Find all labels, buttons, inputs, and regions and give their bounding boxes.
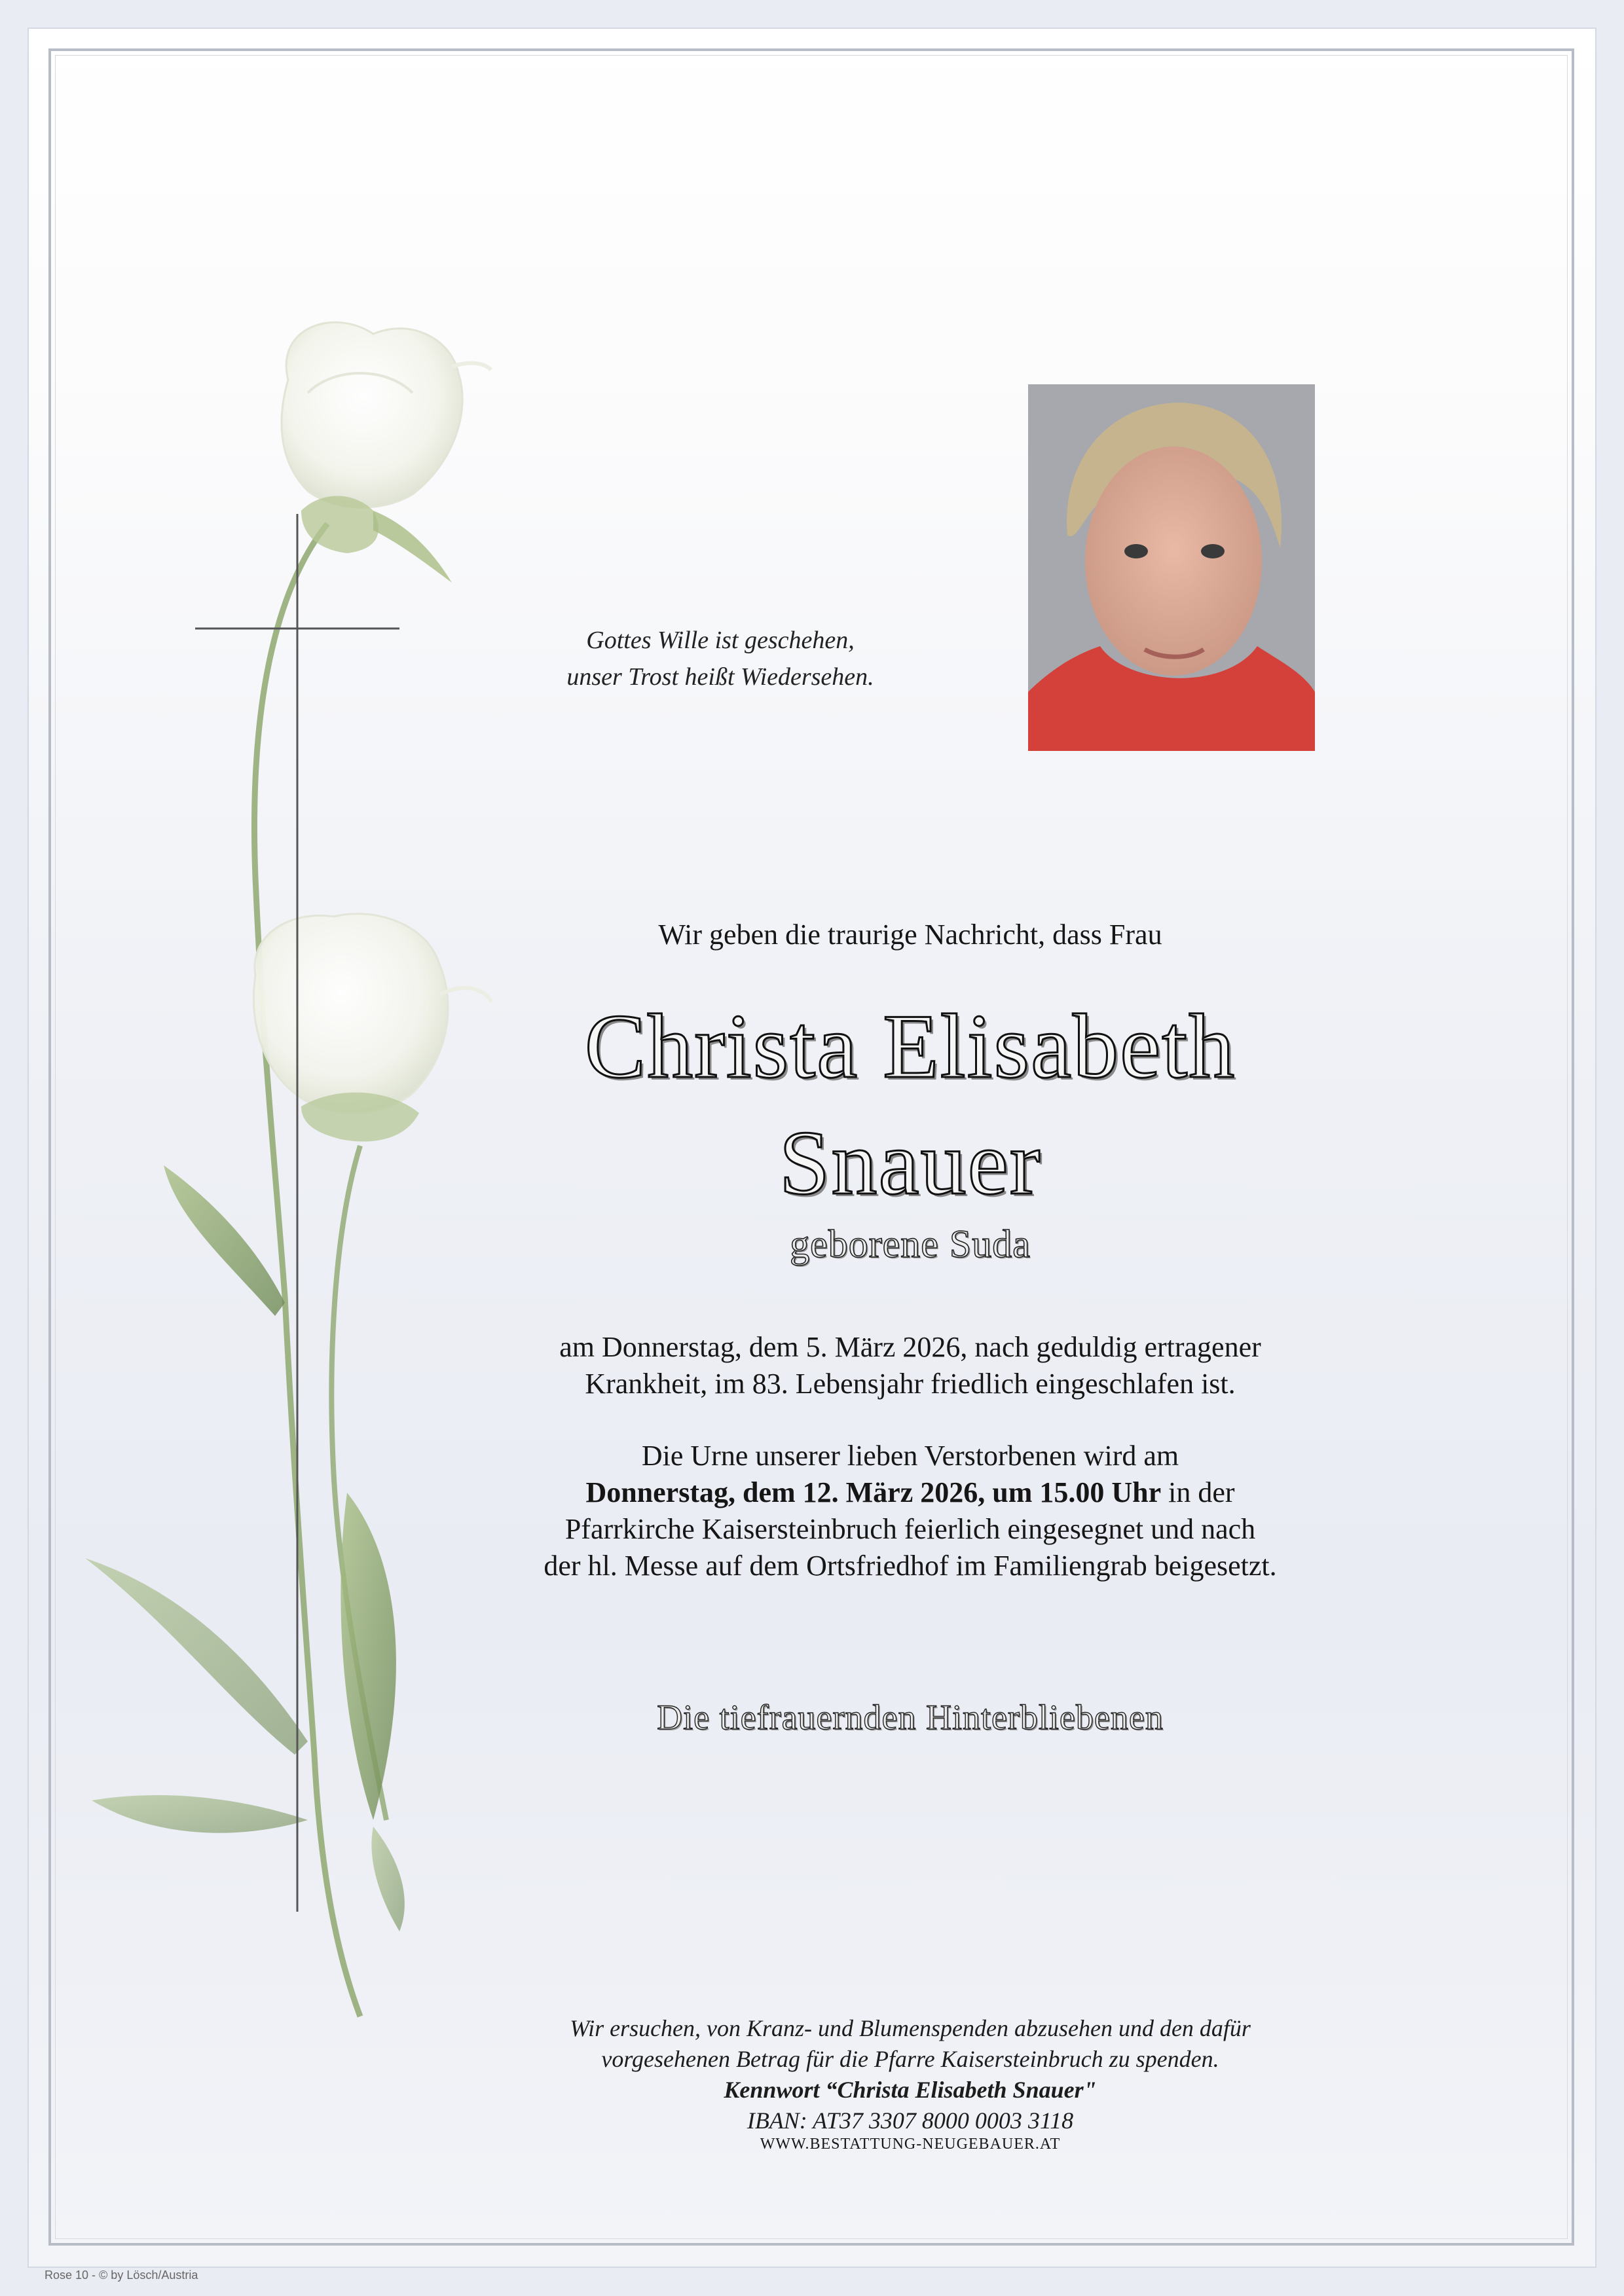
motto-text: [458, 622, 982, 695]
stem-upper-rose: [254, 524, 360, 2016]
motto-line-2: unser Trost heißt Wiedersehen.: [566, 663, 874, 691]
maiden-name: geborene Suda: [790, 1222, 1031, 1266]
death-line-1: am Donnerstag, dem 5. März 2026, nach geduldig ertragener: [559, 1331, 1261, 1363]
funeral-line-4: der hl. Messe auf dem Ortsfriedhof im Familiengrab beigesetzt.: [544, 1550, 1277, 1582]
funeral-line-2-rest: in der: [1161, 1476, 1235, 1508]
donation-iban: IBAN: AT37 3307 8000 0003 3118: [747, 2107, 1074, 2134]
funeral-line-1: Die Urne unserer lieben Verstorbenen wird am: [641, 1440, 1179, 1472]
funeral-line-3: Pfarrkirche Kaisersteinbruch feierlich eingesegnet und nach: [564, 1513, 1256, 1545]
intro-text: Wir geben die traurige Nachricht, dass Frau: [658, 919, 1162, 951]
death-notice-paragraph: [419, 1329, 1401, 1402]
deceased-name: [419, 989, 1401, 1222]
donation-keyword: Kennwort “Christa Elisabeth Snauer": [724, 2077, 1097, 2103]
death-line-2: Krankheit, im 83. Lebensjahr friedlich eingeschlafen ist.: [585, 1368, 1236, 1400]
deceased-portrait: [1028, 384, 1315, 751]
deceased-name-line-1: Christa Elisabeth: [584, 996, 1236, 1097]
portrait-illustration: [1028, 384, 1315, 751]
leaf-left-2: [85, 1558, 308, 1755]
funeral-paragraph: [419, 1438, 1401, 1584]
motto-line-1: Gottes Wille ist geschehen,: [586, 627, 855, 654]
bereaved-signature: Die tiefrauernden Hinterbliebenen: [657, 1698, 1164, 1737]
leaf-left-1: [164, 1165, 285, 1316]
donation-line-2: vorgesehenen Betrag für die Pfarre Kaisersteinbruch zu spenden.: [601, 2046, 1219, 2072]
design-credit: Rose 10 - © by Lösch/Austria: [45, 2269, 198, 2282]
deceased-name-line-2: Snauer: [779, 1112, 1042, 1214]
donation-request: [419, 2013, 1401, 2136]
portrait-face: [1085, 446, 1262, 676]
funeral-date: Donnerstag, dem 12. März 2026, um 15.00 Uhr: [585, 1476, 1162, 1508]
leaf-left-3: [92, 1795, 308, 1833]
funeral-line-2: [419, 1474, 1401, 1511]
leaf-right-1: [341, 1493, 396, 1820]
leaf-right-2: [371, 1827, 404, 1931]
donation-line-1: Wir ersuchen, von Kranz- und Blumenspenden abzusehen und den dafür: [570, 2015, 1251, 2041]
funeral-home-website: WWW.BESTATTUNG-NEUGEBAUER.AT: [760, 2136, 1061, 2153]
